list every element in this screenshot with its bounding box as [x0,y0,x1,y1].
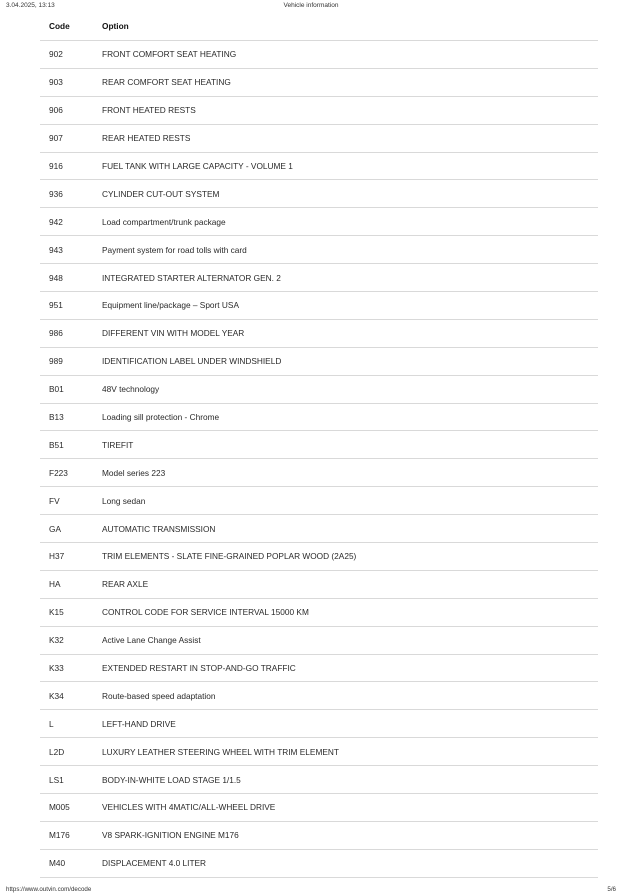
footer-url[interactable]: https://www.outvin.com/decode [6,886,92,893]
table-row [40,41,598,69]
option-code-cell: H37 [40,543,93,571]
table-row [40,738,598,766]
option-code-cell: K32 [40,626,93,654]
table-row [40,849,598,877]
option-description-cell: TIREFIT [93,431,598,459]
option-code-cell: 942 [40,208,93,236]
option-description-cell: LUXURY LEATHER STEERING WHEEL WITH TRIM ELEMENT [93,738,598,766]
option-code-cell: 916 [40,152,93,180]
table-row [40,459,598,487]
table-row [40,319,598,347]
option-code-cell: L2D [40,738,93,766]
option-description-cell: Active Lane Change Assist [93,626,598,654]
option-description-cell: Load compartment/trunk package [93,208,598,236]
column-header-code: Code [40,12,93,41]
table-row [40,292,598,320]
table-row [40,236,598,264]
option-description-cell: FRONT HEATED RESTS [93,96,598,124]
table-row [40,682,598,710]
option-description-cell: Model series 223 [93,459,598,487]
option-code-cell: LS1 [40,766,93,794]
option-code-cell: 951 [40,292,93,320]
option-code-cell: 906 [40,96,93,124]
option-code-cell: B13 [40,403,93,431]
option-description-cell: Payment system for road tolls with card [93,236,598,264]
option-code-cell: K15 [40,598,93,626]
option-code-cell: K33 [40,654,93,682]
option-code-cell: 907 [40,124,93,152]
table-row [40,821,598,849]
option-description-cell: REAR HEATED RESTS [93,124,598,152]
option-code-cell: K34 [40,682,93,710]
option-description-cell: TRIM ELEMENTS - SLATE FINE-GRAINED POPLAR WOOD (2A25) [93,543,598,571]
option-code-cell: 903 [40,68,93,96]
table-row [40,68,598,96]
column-header-option: Option [93,12,598,41]
option-description-cell: DISPLACEMENT 4.0 LITER [93,849,598,877]
table-row [40,543,598,571]
option-code-cell: 936 [40,180,93,208]
option-code-cell: L [40,710,93,738]
option-code-cell: B01 [40,375,93,403]
option-code-cell: GA [40,515,93,543]
print-header [6,2,616,12]
option-description-cell: FUEL TANK WITH LARGE CAPACITY - VOLUME 1 [93,152,598,180]
table-header-row [40,12,598,41]
table-row [40,403,598,431]
table-row [40,264,598,292]
table-row [40,598,598,626]
table-row [40,124,598,152]
option-description-cell: INTEGRATED STARTER ALTERNATOR GEN. 2 [93,264,598,292]
option-description-cell: REAR COMFORT SEAT HEATING [93,68,598,96]
option-code-cell: FV [40,487,93,515]
table-row [40,487,598,515]
table-row [40,766,598,794]
table-row [40,654,598,682]
option-description-cell: REAR AXLE [93,570,598,598]
options-table-body [40,41,598,878]
option-code-cell: 902 [40,41,93,69]
options-table [40,12,598,878]
option-code-cell: 986 [40,319,93,347]
option-description-cell: Loading sill protection - Chrome [93,403,598,431]
print-datetime: 3.04.2025, 13:13 [6,2,55,9]
option-description-cell: FRONT COMFORT SEAT HEATING [93,41,598,69]
page-title: Vehicle information [283,2,339,9]
table-row [40,570,598,598]
option-code-cell: F223 [40,459,93,487]
option-description-cell: VEHICLES WITH 4MATIC/ALL-WHEEL DRIVE [93,794,598,822]
option-code-cell: 943 [40,236,93,264]
option-description-cell: CONTROL CODE FOR SERVICE INTERVAL 15000 KM [93,598,598,626]
option-code-cell: M40 [40,849,93,877]
option-code-cell: HA [40,570,93,598]
table-row [40,96,598,124]
table-row [40,208,598,236]
option-description-cell: AUTOMATIC TRANSMISSION [93,515,598,543]
table-row [40,375,598,403]
option-description-cell: Long sedan [93,487,598,515]
table-row [40,347,598,375]
option-code-cell: 989 [40,347,93,375]
table-row [40,710,598,738]
option-code-cell: M005 [40,794,93,822]
option-description-cell: V8 SPARK-IGNITION ENGINE M176 [93,821,598,849]
option-description-cell: LEFT-HAND DRIVE [93,710,598,738]
table-row [40,152,598,180]
option-description-cell: EXTENDED RESTART IN STOP-AND-GO TRAFFIC [93,654,598,682]
option-code-cell: 948 [40,264,93,292]
table-row [40,626,598,654]
option-code-cell: B51 [40,431,93,459]
table-row [40,431,598,459]
print-footer [6,886,616,895]
page-number: 5/6 [607,886,616,893]
option-description-cell: Equipment line/package – Sport USA [93,292,598,320]
table-row [40,794,598,822]
option-description-cell: BODY-IN-WHITE LOAD STAGE 1/1.5 [93,766,598,794]
option-description-cell: CYLINDER CUT-OUT SYSTEM [93,180,598,208]
option-description-cell: DIFFERENT VIN WITH MODEL YEAR [93,319,598,347]
table-row [40,180,598,208]
option-description-cell: 48V technology [93,375,598,403]
table-row [40,515,598,543]
option-description-cell: Route-based speed adaptation [93,682,598,710]
option-description-cell: IDENTIFICATION LABEL UNDER WINDSHIELD [93,347,598,375]
option-code-cell: M176 [40,821,93,849]
